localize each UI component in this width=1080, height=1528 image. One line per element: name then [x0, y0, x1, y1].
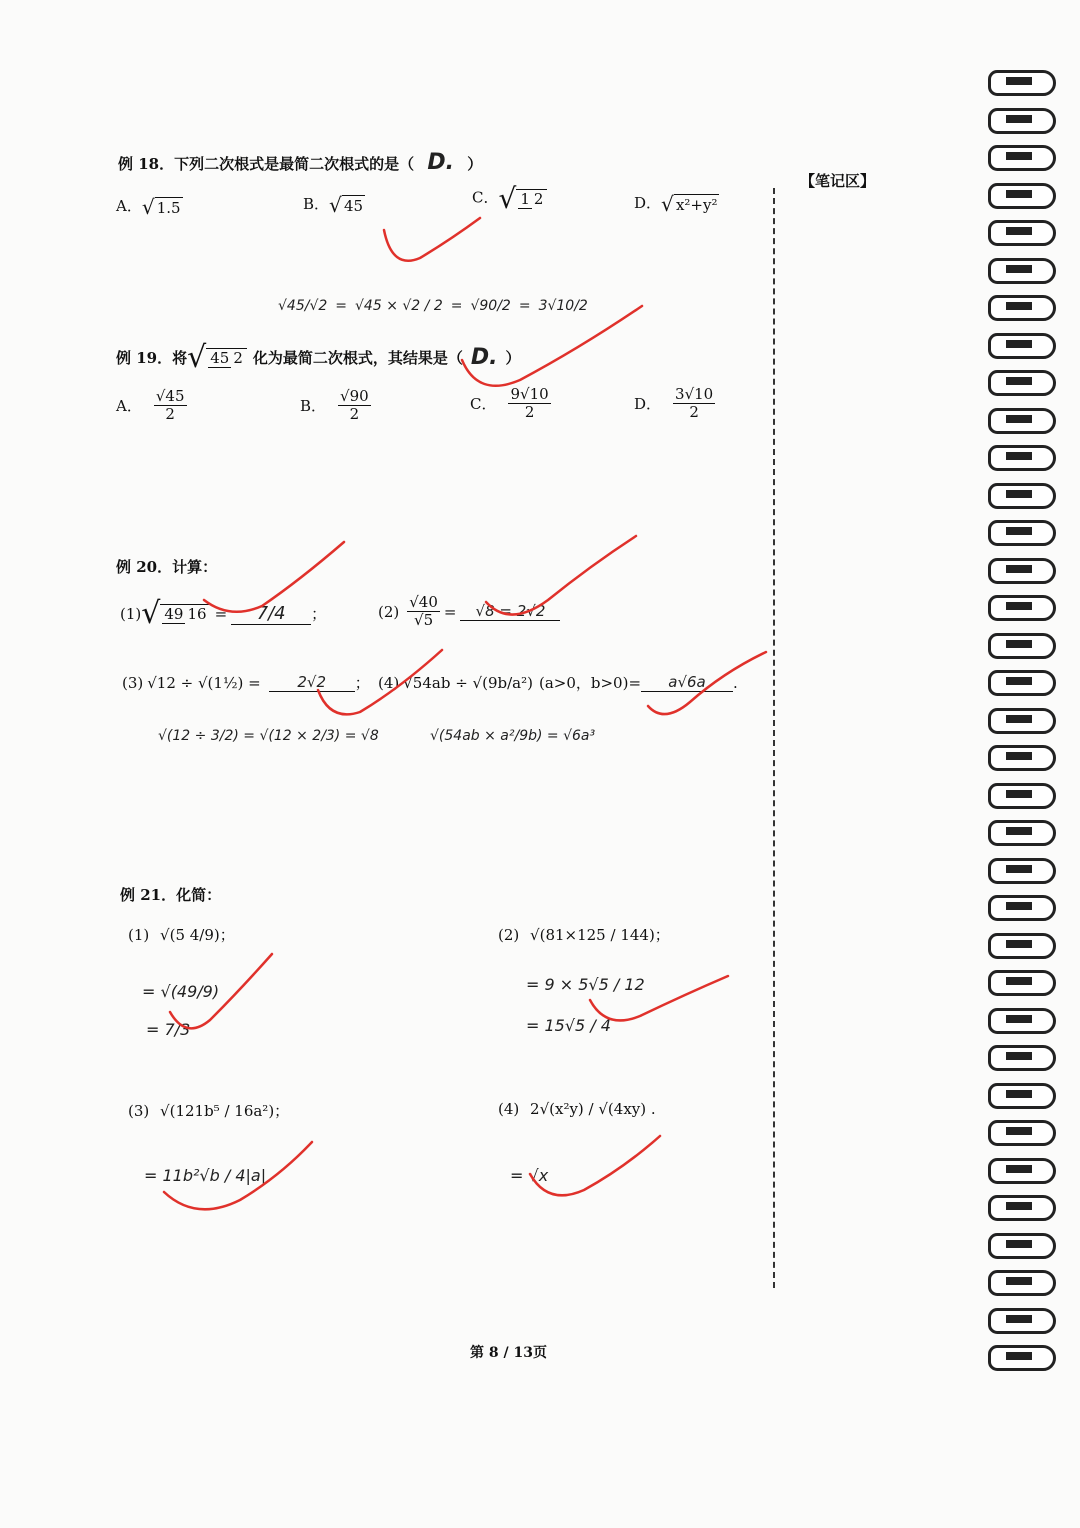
ex19-option-c-num: 9√10: [510, 385, 549, 403]
spiral-ring: [988, 108, 1054, 132]
spiral-ring: [988, 783, 1054, 807]
spiral-ring: [988, 1195, 1054, 1219]
ex19-title-prefix: 例 19．将: [116, 349, 188, 367]
ex18-option-d: D．√ x²+y²: [634, 192, 718, 216]
ex20-p4-end: .: [733, 673, 738, 692]
ex19-title: 例 19．将 √ 45 2 化为最简二次根式，其结果是（ D. ）: [116, 340, 521, 375]
spiral-ring: [988, 895, 1054, 919]
ex18-title-text: 例 18．下列二次根式是最简二次根式的是（: [118, 155, 415, 173]
ex21-p3-step1: = 11b²√b / 4|a|: [144, 1166, 267, 1185]
ex19-answer: D.: [470, 345, 498, 370]
spiral-ring: [988, 220, 1054, 244]
spiral-ring: [988, 408, 1054, 432]
ex20-p4-cond: (a>0，b>0)=: [538, 674, 642, 692]
ex19-option-c-den: 2: [524, 403, 535, 422]
spiral-ring: [988, 445, 1054, 469]
ex19-option-a-label: A．: [116, 397, 142, 416]
ex20-p2-num: √40: [409, 593, 438, 611]
spiral-ring: [988, 1008, 1054, 1032]
ex21-p1-step1: = √(49/9): [142, 982, 220, 1001]
ex21-p2-label: (2): [498, 926, 520, 944]
ex20-p2-answer: √8 = 2√2: [460, 602, 560, 621]
ex18-option-a: A．√ 1.5: [116, 195, 181, 219]
ex20-p3-expr: √12 ÷ √(1½) =: [147, 673, 261, 692]
ex20-p1-num: 49: [164, 604, 184, 623]
ex20-p1-label: (1): [120, 604, 142, 623]
ex21-title: 例 21．化简：: [120, 886, 222, 904]
ex20-p1-answer: 7/4: [231, 603, 311, 625]
spiral-ring: [988, 145, 1054, 169]
spiral-ring: [988, 633, 1054, 657]
ex19-work: [278, 298, 588, 314]
ex19-option-b: [300, 388, 371, 424]
ex19-option-b-label: B．: [300, 397, 327, 416]
ex21-p4-expr: 2√(x²y) / √(4xy) .: [530, 1100, 656, 1118]
ex19-work-2: √45 × √2 / 2: [355, 298, 443, 314]
ex20-part4: [378, 672, 738, 693]
ex20-p3-end: ；: [354, 674, 370, 692]
ex21-p3-expr: √(121b⁵ / 16a²)；: [160, 1102, 290, 1120]
spiral-ring: [988, 1120, 1054, 1144]
ex21-p2-step2: = 15√5 / 4: [526, 1016, 611, 1035]
ex18-title-end: ）: [467, 155, 483, 173]
ex21-part2: [498, 924, 670, 945]
ex21-p1-label: (1): [128, 926, 150, 944]
spiral-ring: [988, 183, 1054, 207]
ex20-p4-label: (4): [378, 673, 400, 692]
ex19-option-b-num: √90: [340, 387, 369, 405]
ex21-p2-expr: √(81×125 / 144)；: [530, 926, 670, 944]
ex19-option-a-den: 2: [165, 405, 175, 424]
ex19-radicand-den: 2: [233, 348, 243, 367]
ex21-part1: [128, 924, 235, 945]
ex20-p4-answer: a√6a: [641, 673, 733, 692]
spiral-ring: [988, 1158, 1054, 1182]
ex21-p1-step2: = 7/3: [146, 1020, 191, 1039]
ex19-title-suffix: 化为最简二次根式，其结果是（: [252, 349, 463, 367]
spiral-ring: [988, 670, 1054, 694]
ex20-p4-expr: √54ab ÷ √(9b/a²): [403, 673, 533, 692]
ex19-work-0: √45/√2: [278, 298, 328, 314]
spiral-ring: [988, 1083, 1054, 1107]
notes-divider: [773, 188, 775, 1288]
ex20-p1-end: ；: [311, 605, 327, 623]
check-mark-ex18: [384, 218, 480, 261]
ex18-option-a-radicand: 1.5: [156, 199, 181, 217]
ex19-option-c-label: C．: [470, 395, 497, 414]
ex21-part4: [498, 1100, 656, 1118]
ex18-option-b-label: B．: [303, 195, 330, 213]
ex21-p4-label: (4): [498, 1100, 520, 1118]
ex20-part2: (2) $\frac{√40}{√5}$ = √8 = 2√2: [378, 594, 560, 630]
ex21-part3: [128, 1100, 289, 1121]
ex21-p2-step1: = 9 × 5√5 / 12: [526, 975, 645, 994]
ex18-option-c: C．√ 1 2: [472, 182, 547, 215]
ex18-option-c-label: C．: [472, 188, 499, 207]
ex19-option-b-den: 2: [349, 405, 360, 424]
ex19-work-6: 3√10/2: [538, 298, 588, 314]
ex19-title-end: ）: [505, 349, 521, 367]
spiral-ring: [988, 933, 1054, 957]
spiral-ring: [988, 370, 1054, 394]
spiral-ring: [988, 558, 1054, 582]
ex19-option-d: [634, 386, 715, 422]
ex19-work-1: =: [335, 298, 348, 314]
ex21-p3-label: (3): [128, 1102, 150, 1120]
spiral-ring: [988, 483, 1054, 507]
ex18-option-c-num: 1: [520, 189, 530, 208]
ex19-option-d-num: 3√10: [675, 385, 714, 403]
ex20-part3: [122, 672, 370, 693]
ex19-option-c: [470, 386, 551, 422]
ex19-work-3: =: [450, 298, 463, 314]
spiral-ring: [988, 708, 1054, 732]
ex19-option-a: [116, 388, 187, 424]
spiral-ring: [988, 333, 1054, 357]
ex20-p2-label: (2): [378, 602, 400, 621]
spiral-ring: [988, 1270, 1054, 1294]
ex21-p4-step1: = √x: [510, 1166, 549, 1185]
ex18-answer: D.: [427, 150, 454, 175]
spiral-ring: [988, 1308, 1054, 1332]
spiral-ring: [988, 1345, 1054, 1369]
ex19-option-d-den: 2: [689, 403, 699, 422]
spiral-ring: [988, 820, 1054, 844]
ex21-p1-expr: √(5 4/9)；: [160, 926, 235, 944]
page-footer: 第 8 / 13页: [470, 1345, 547, 1361]
ex18-option-a-label: A．: [116, 197, 142, 215]
ex20-title: 例 20．计算：: [116, 558, 218, 576]
check-mark-ex21-4: [530, 1136, 660, 1195]
ex18-option-b: B．√ 45: [303, 193, 364, 217]
ex20-p2-den: √5: [414, 611, 434, 630]
spiral-ring: [988, 595, 1054, 619]
spiral-ring: [988, 1045, 1054, 1069]
ex19-work-4: √90/2: [470, 298, 511, 314]
ex20-p3-answer: 2√2: [269, 673, 355, 692]
spiral-ring: [988, 258, 1054, 282]
spiral-ring: [988, 745, 1054, 769]
ex20-p3-label: (3): [122, 673, 144, 692]
ex18-option-b-radicand: 45: [343, 197, 364, 215]
spiral-ring: [988, 70, 1054, 94]
ex19-option-a-num: √45: [155, 387, 185, 405]
ex18-option-d-label: D．: [634, 194, 662, 212]
ex18-option-d-radicand: x²+y²: [675, 196, 718, 214]
notes-label: 【笔记区】: [800, 172, 876, 190]
ex18-title: [118, 150, 482, 175]
spiral-ring: [988, 520, 1054, 544]
ex20-work3: √(12 ÷ 3/2) = √(12 × 2/3) = √8: [158, 728, 379, 744]
spiral-ring: [988, 970, 1054, 994]
spiral-ring: [988, 295, 1054, 319]
ex19-work-5: =: [518, 298, 531, 314]
ex20-p1-den: 16: [187, 604, 207, 623]
spiral-ring: [988, 1233, 1054, 1257]
ex19-option-d-label: D．: [634, 395, 662, 414]
spiral-ring: [988, 858, 1054, 882]
ex20-work4: √(54ab × a²/9b) = √6a³: [430, 728, 596, 744]
ex18-option-c-den: 2: [533, 189, 544, 208]
ex20-part1: (1) √ 49 16 = 7/4 ；: [120, 596, 327, 631]
ex19-radicand-num: 45: [210, 348, 230, 367]
